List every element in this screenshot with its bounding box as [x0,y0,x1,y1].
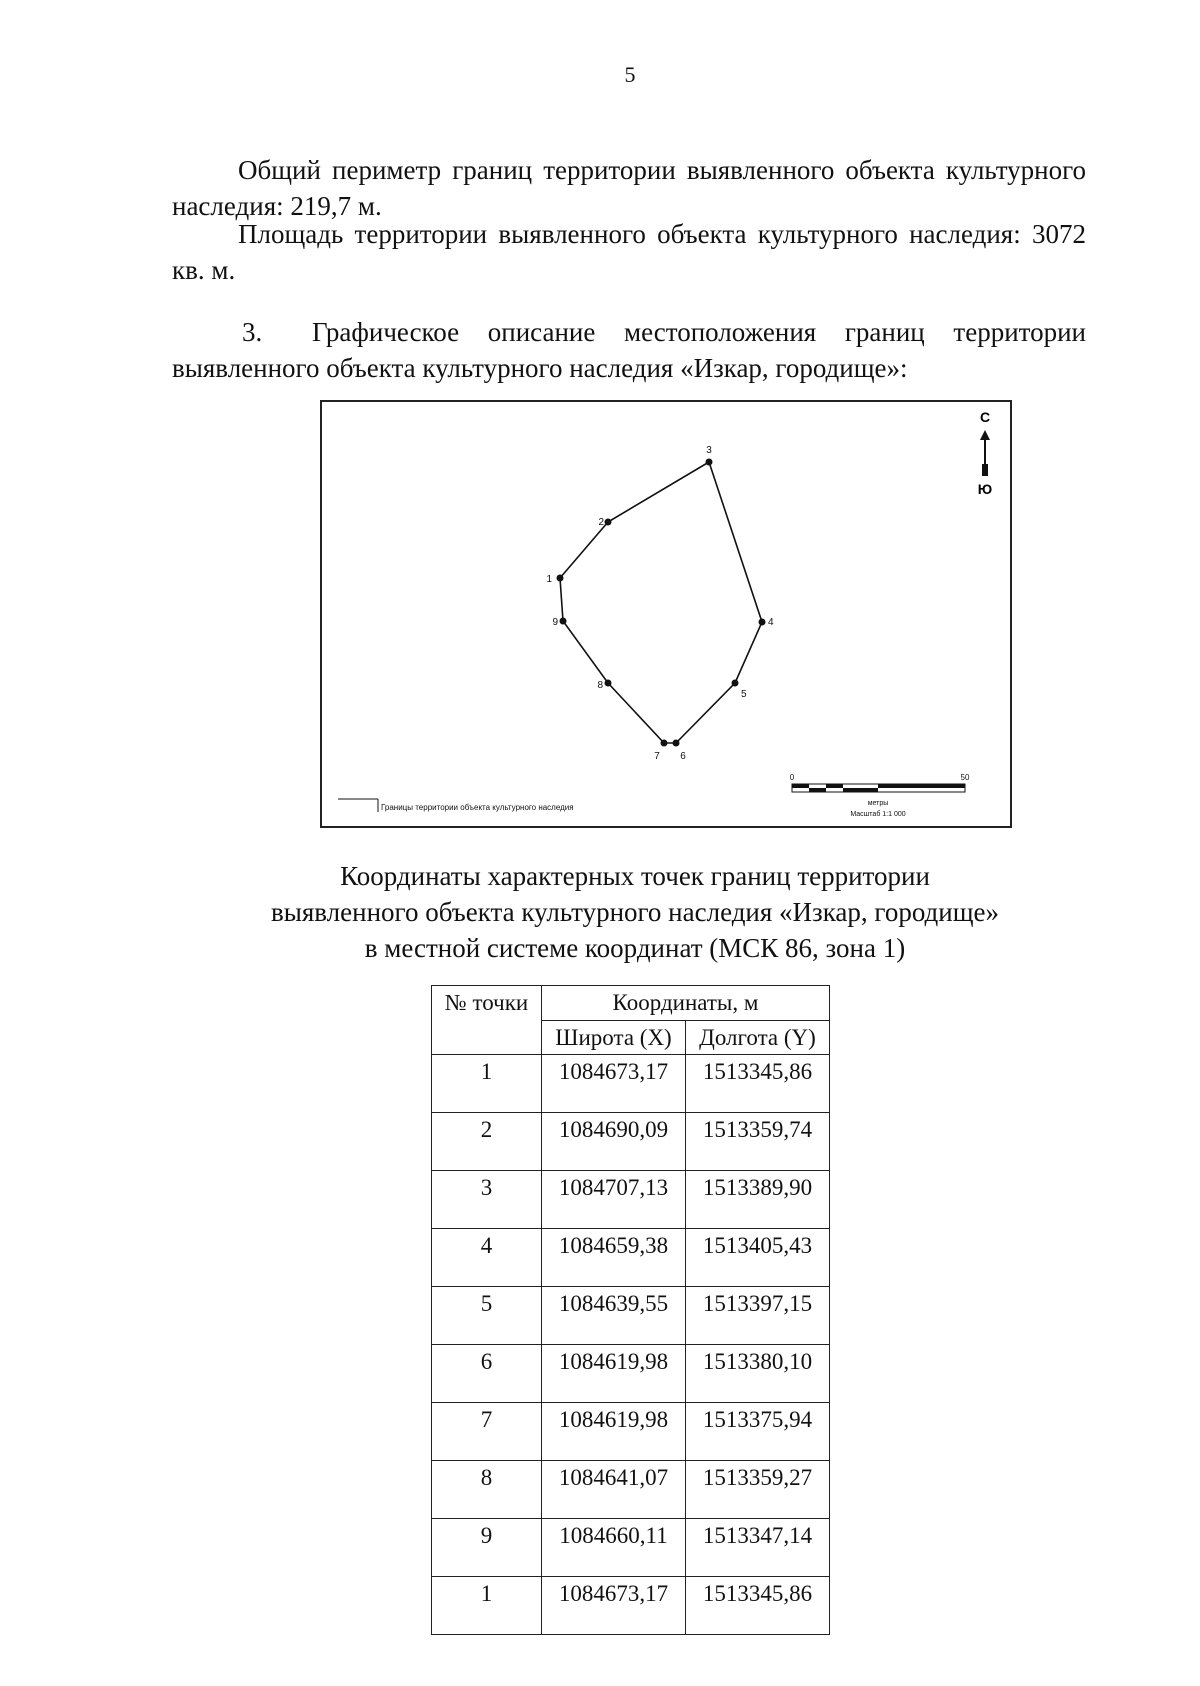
table-row [432,1229,830,1287]
section-3-paragraph [172,314,1086,386]
table-row [432,1287,830,1345]
row-x-cell: 1084707,13 [542,1171,686,1229]
header-x: Широта (X) [542,1021,686,1055]
point-label-7: 7 [654,751,660,762]
row-point-cell: 9 [432,1519,542,1577]
coordinates-title-line-1: Координаты характерных точек границ территории [340,861,930,891]
table-row [432,1171,830,1229]
boundary-point-7 [661,740,668,747]
header-y: Долгота (Y) [686,1021,830,1055]
table-row [432,1461,830,1519]
row-x-cell: 1084641,07 [542,1461,686,1519]
row-point-cell: 3 [432,1171,542,1229]
row-x-cell: 1084673,17 [542,1055,686,1113]
row-y-cell: 1513380,10 [686,1345,830,1403]
scale-end: 50 [960,773,970,782]
row-point-cell: 4 [432,1229,542,1287]
scale-unit: метры [867,800,889,807]
point-label-5: 5 [741,689,747,700]
scale-start: 0 [789,773,795,782]
boundary-point-3 [706,459,713,466]
boundary-point-6 [673,740,680,747]
boundary-map-svg [322,402,1010,826]
scale-bar [792,784,965,792]
table-row [432,1403,830,1461]
boundary-point-9 [560,618,567,625]
point-label-2: 2 [598,517,604,528]
point-label-1: 1 [546,574,552,585]
north-arrow-base [982,464,988,476]
table-row [432,1519,830,1577]
legend-text: Границы территории объекта культурного наследия [381,803,574,812]
header-coordinates: Координаты, м [542,986,830,1021]
row-x-cell: 1084659,38 [542,1229,686,1287]
coordinates-table-body [432,1055,830,1635]
table-row [432,1577,830,1635]
point-label-9: 9 [552,617,558,628]
row-x-cell: 1084639,55 [542,1287,686,1345]
coordinates-title-line-3: в местной системе координат (МСК 86, зона 1) [364,933,906,963]
point-label-6: 6 [680,751,686,762]
row-x-cell: 1084619,98 [542,1403,686,1461]
section-number: 3. [242,317,263,347]
row-y-cell: 1513359,74 [686,1113,830,1171]
point-label-4: 4 [768,617,774,628]
table-row [432,1345,830,1403]
boundary-point-8 [605,680,612,687]
row-y-cell: 1513397,15 [686,1287,830,1345]
row-y-cell: 1513345,86 [686,1055,830,1113]
coordinates-title [180,858,1090,966]
row-y-cell: 1513389,90 [686,1171,830,1229]
row-point-cell: 8 [432,1461,542,1519]
row-y-cell: 1513347,14 [686,1519,830,1577]
north-label: С [979,409,991,425]
table-row [432,1055,830,1113]
row-point-cell: 1 [432,1577,542,1635]
row-point-cell: 1 [432,1055,542,1113]
page-number: 5 [624,62,636,87]
row-y-cell: 1513345,86 [686,1577,830,1635]
boundary-polygon [560,462,762,743]
row-y-cell: 1513359,27 [686,1461,830,1519]
row-point-cell: 6 [432,1345,542,1403]
row-x-cell: 1084619,98 [542,1345,686,1403]
header-point: № точки [432,986,542,1055]
row-x-cell: 1084673,17 [542,1577,686,1635]
row-point-cell: 2 [432,1113,542,1171]
row-x-cell: 1084690,09 [542,1113,686,1171]
row-y-cell: 1513405,43 [686,1229,830,1287]
row-point-cell: 5 [432,1287,542,1345]
scale-ratio: Масштаб 1:1 000 [850,811,906,818]
coordinates-title-line-2: выявленного объекта культурного наследия «Изкар, городище» [270,897,999,927]
boundary-point-4 [759,619,766,626]
boundary-map [320,400,1012,828]
perimeter-paragraph: Общий периметр границ территории выявленного объекта культурного наследия: 219,7 м. [172,155,1086,221]
boundary-point-2 [605,519,612,526]
table-row [432,1113,830,1171]
point-label-3: 3 [706,445,712,456]
row-point-cell: 7 [432,1403,542,1461]
row-y-cell: 1513375,94 [686,1403,830,1461]
point-label-8: 8 [597,680,603,691]
boundary-point-5 [732,680,739,687]
coordinates-table [431,985,830,1635]
row-x-cell: 1084660,11 [542,1519,686,1577]
section-text: Графическое описание местоположения границ территории выявленного объекта культурного наследия «Изкар, городище»: [172,317,1086,383]
area-paragraph: Площадь территории выявленного объекта культурного наследия: 3072 кв. м. [172,219,1086,285]
south-label: Ю [977,481,993,497]
boundary-point-1 [557,575,564,582]
